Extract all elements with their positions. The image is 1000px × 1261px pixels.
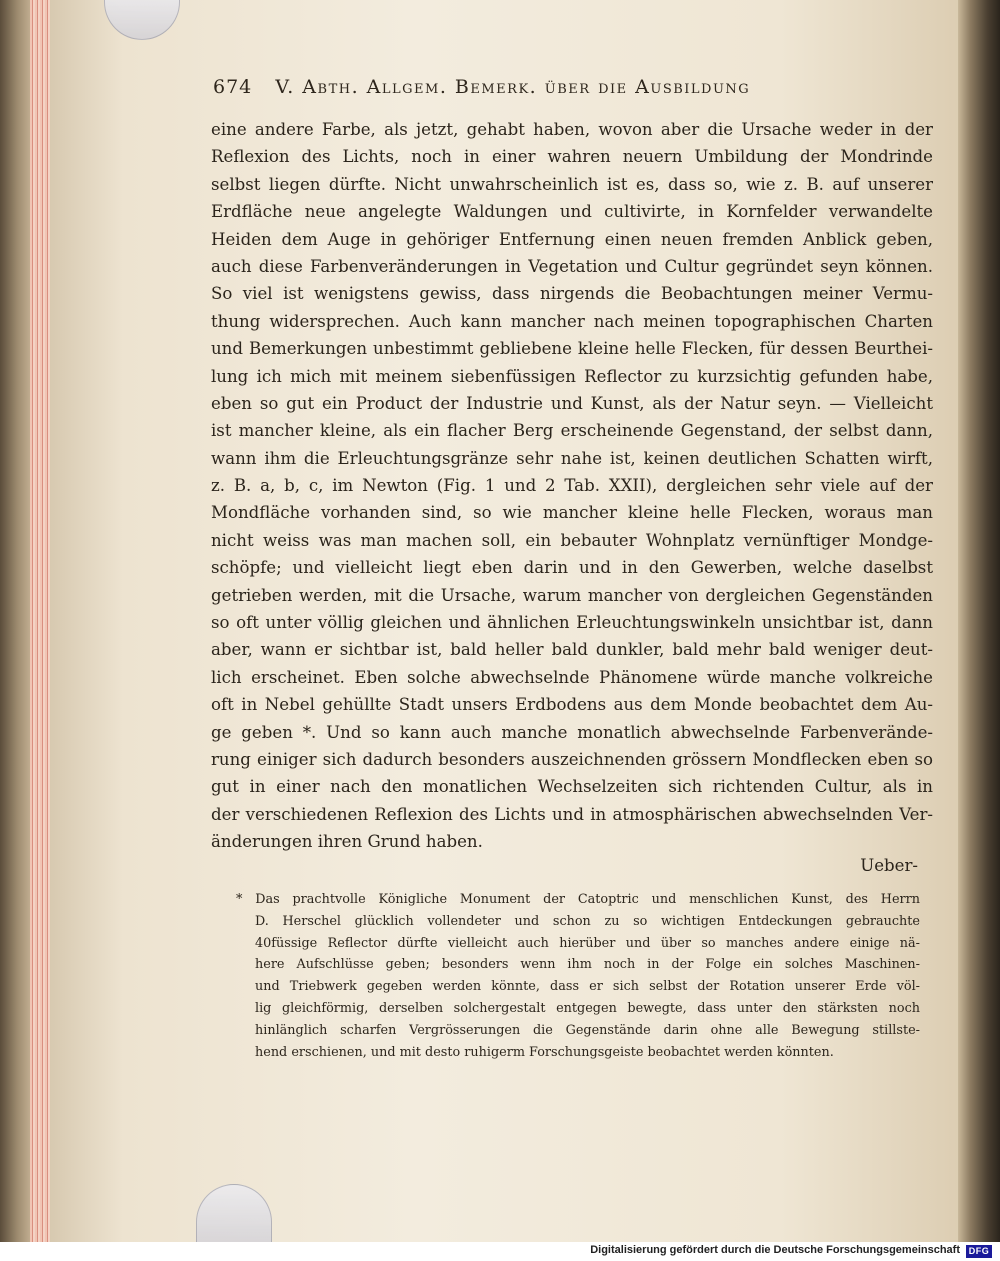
text-line: So viel ist wenigstens gewiss, dass nirgends die Beobachtungen meiner Vermu- (211, 284, 933, 304)
book-edge (0, 0, 34, 1242)
text-line: und Bemerkungen unbestimmt gebliebene kleine helle Flecken, für dessen Beurthei- (211, 339, 933, 359)
text-line: eine andere Farbe, als jetzt, gehabt haben, wovon aber die Ursache weder in der (211, 120, 933, 139)
text-line: getrieben werden, mit die Ursache, warum mancher von dergleichen Gegenständen (211, 585, 933, 605)
body-text (211, 116, 933, 856)
footnote (236, 889, 920, 1063)
text-line: so oft unter völlig gleichen und ähnlichen Erleuchtungswinkeln unsichtbar ist, dann (211, 613, 933, 633)
page-stack (30, 0, 52, 1242)
footnote-line: lig gleichförmig, derselben solchergestalt entgegen bewegte, dass unter den stärksten noch (255, 1000, 920, 1016)
text-line: thung widersprechen. Auch kann mancher nach meinen topographischen Charten (211, 311, 933, 331)
running-title: V. Abth. Allgem. Bemerk. über die Ausbildung (275, 76, 751, 98)
text-line: lung ich mich mit meinem siebenfüssigen Reflector zu kurzsichtig gefunden habe, (211, 366, 933, 386)
footnote-line: 40füssige Reflector dürfte vielleicht auch hierüber und über so manches andere einige nä- (255, 935, 920, 951)
digitization-footer (0, 1242, 1000, 1261)
book-gutter (958, 0, 1000, 1242)
footnote-line: hend erschienen, und mit desto ruhigerm Forschungsgeiste beobachtet werden könnten. (255, 1044, 834, 1060)
text-line: Heiden dem Auge in gehöriger Entfernung einen neuen fremden Anblick geben, (211, 229, 933, 249)
text-line: auch diese Farbenveränderungen in Vegetation und Cultur gegründet seyn können. (211, 256, 933, 276)
footnote-line: hinlänglich scharfen Vergrösserungen die Gegenstände darin ohne alle Bewegung stillste- (255, 1022, 920, 1038)
text-line: schöpfe; und vielleicht liegt eben darin und in den Gewerben, welche daselbst (211, 558, 933, 578)
page-number: 674 (213, 76, 253, 98)
text-line: rung einiger sich dadurch besonders auszeichnenden grössern Mondflecken eben so (211, 749, 933, 769)
text-line: ist mancher kleine, als ein flacher Berg erscheinende Gegenstand, der selbst dann, (211, 421, 933, 441)
text-line: änderungen ihren Grund haben. (211, 832, 483, 852)
text-line: selbst liegen dürfte. Nicht unwahrscheinlich ist es, dass so, wie z. B. auf unserer (211, 174, 933, 194)
catchword: Ueber- (860, 856, 918, 875)
funding-credit: Digitalisierung gefördert durch die Deutsche Forschungsgemeinschaft (590, 1244, 960, 1256)
footnote-line: * Das prachtvolle Königliche Monument der Catoptric und menschlichen Kunst, des Herrn (236, 892, 920, 907)
footnote-line: D. Herschel glücklich vollendeter und schon zu so wichtigen Entdeckungen gebrauchte (255, 913, 920, 929)
text-line: der verschiedenen Reflexion des Lichts und in atmosphärischen abwechselnden Ver- (211, 804, 933, 824)
text-line: aber, wann er sichtbar ist, bald heller bald dunkler, bald mehr bald weniger deut- (211, 640, 933, 660)
text-line: nicht weiss was man machen soll, ein bebauter Wohnplatz vernünftiger Mondge- (211, 530, 933, 550)
text-line: ge geben *. Und so kann auch manche monatlich abwechselnde Farbenverände- (211, 722, 933, 742)
text-line: eben so gut ein Product der Industrie und Kunst, als der Natur seyn. — Vielleicht (211, 393, 933, 413)
footnote-line: und Triebwerk gegeben werden könnte, dass er sich selbst der Rotation unserer Erde völ- (255, 979, 920, 995)
text-line: gut in einer nach den monatlichen Wechselzeiten sich richtenden Cultur, als in (211, 777, 933, 797)
text-line: wann ihm die Erleuchtungsgränze sehr nahe ist, keinen deutlichen Schatten wirft, (211, 448, 933, 468)
dfg-logo: DFG (966, 1245, 992, 1258)
text-line: z. B. a, b, c, im Newton (Fig. 1 und 2 Tab. XXII), dergleichen sehr viele auf der (211, 476, 933, 496)
text-line: Erdfläche neue angelegte Waldungen und cultivirte, in Kornfelder verwandelte (211, 202, 933, 222)
running-head (213, 76, 853, 106)
text-line: Reflexion des Lichts, noch in einer wahren neuern Umbildung der Mondrinde (211, 147, 933, 167)
text-line: oft in Nebel gehüllte Stadt unsers Erdbodens aus dem Monde beobachtet dem Au- (211, 695, 933, 715)
footnote-line: here Aufschlüsse geben; besonders wenn ihm noch in der Folge ein solches Maschinen- (255, 957, 920, 973)
text-line: lich erscheinet. Eben solche abwechselnde Phänomene würde manche volkreiche (211, 667, 933, 687)
text-line: Mondfläche vorhanden sind, so wie mancher kleine helle Flecken, woraus man (211, 503, 933, 523)
